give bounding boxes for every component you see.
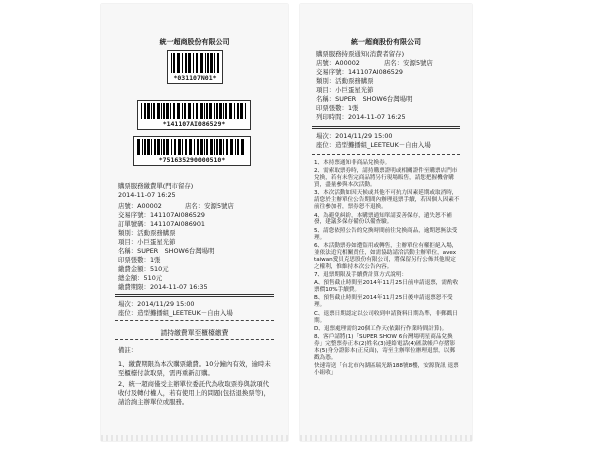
barcode-bar	[237, 103, 239, 119]
barcode-bar	[234, 103, 235, 119]
barcode-bar	[206, 139, 208, 155]
barcode-bar	[147, 103, 150, 119]
store-name: 店名：安源5號店	[384, 59, 433, 67]
barcode-bar	[193, 103, 194, 119]
note-item: 快速寄送「台北市內湖區瑞光路188號8樓，安源資訊 退票小組收」	[314, 363, 459, 377]
barcode-bar	[216, 139, 218, 155]
store-name: 店名：安源5號店	[185, 202, 234, 210]
barcode-bar	[210, 53, 213, 73]
barcode-bar	[174, 139, 176, 155]
barcode-bar	[151, 139, 152, 155]
print-count: 印票張數：1張	[316, 104, 359, 112]
divider	[115, 294, 274, 297]
barcode-bar	[171, 139, 172, 155]
barcode-bar	[206, 103, 208, 119]
notice-title: 請持繳費單至櫃檯繳費	[160, 329, 229, 337]
event-name: 名稱：SUPER SHOW6台灣場明	[316, 95, 413, 103]
barcode-bar	[144, 103, 146, 119]
note-item: C、退票日期認定以公司收到申請資料日期為準，非郵戳日期。	[314, 310, 458, 324]
barcode-bar	[225, 103, 227, 119]
notes-header: 備註：	[118, 346, 138, 354]
divider	[312, 154, 460, 155]
barcode-bar	[205, 53, 206, 73]
barcode-bar	[240, 103, 243, 119]
payment-slip-store-copy	[101, 4, 288, 441]
barcode-bar	[153, 103, 155, 119]
print-time: 列印時間：2014-11-07 16:25	[316, 113, 406, 121]
barcode-bar	[166, 103, 169, 119]
barcode-bar	[185, 53, 187, 73]
event-name: 名稱：SUPER SHOW6台灣場明	[118, 247, 215, 255]
total-amount: 總金額：510元	[118, 274, 163, 282]
category: 類別：活動票務購票	[316, 77, 374, 85]
note-item: 7、退票期限及手續費計算方式說明：	[314, 271, 408, 278]
note-item: D、退票處理需約20個工作天(依銀行作業時間計算)。	[314, 325, 448, 332]
barcode-bar	[177, 103, 180, 119]
barcode-bar	[209, 103, 212, 119]
barcode-bar	[182, 139, 183, 155]
note-item: 1、本持票通知非商品兌換券。	[314, 160, 391, 166]
barcode-bar	[157, 139, 160, 155]
barcode-bar	[193, 53, 194, 73]
barcode-bar	[166, 139, 169, 155]
barcode-bar	[141, 103, 142, 119]
barcode-bar	[245, 103, 246, 119]
slip-title: 購票服務繳費單(門市留存)	[118, 182, 194, 190]
barcode-bar	[210, 139, 213, 155]
barcode-bar	[161, 103, 162, 119]
barcode-bar	[188, 103, 191, 119]
datetime: 2014-11-07 16:25	[118, 191, 176, 199]
category: 類別：活動票務購票	[118, 229, 176, 237]
company-name: 統一超商股份有限公司	[159, 38, 230, 46]
barcode-bar	[235, 139, 236, 155]
item: 項目：小巨蛋星光節	[316, 86, 374, 94]
note-item: 3、本次活動如因天候或其他不可抗力因素延期或取消時，請您於主辦單位公告期間內辦理退票手續，若因個人因素不前往參加者，票券恕不退換。	[314, 190, 460, 211]
barcode-bar	[173, 53, 175, 73]
barcode-bar	[178, 139, 181, 155]
barcode-bar	[173, 103, 175, 119]
barcode-bar	[223, 139, 224, 155]
barcode-bar	[163, 103, 165, 119]
barcode-bar	[237, 139, 239, 155]
barcode-bar	[207, 53, 209, 73]
store-code: 店號：A00002	[118, 202, 162, 210]
barcode-bar	[147, 139, 150, 155]
note-item: A、預售截止時間至2014年11月25日前申請退票，需酌收票價10%手續費。	[314, 280, 459, 294]
barcode-bar	[214, 53, 215, 73]
print-count: 印票張數：1張	[118, 256, 161, 264]
barcode-bar	[219, 139, 222, 155]
barcode-bar	[144, 139, 146, 155]
barcode-bar	[184, 103, 186, 119]
barcode-bar	[142, 139, 143, 155]
pay-deadline: 繳費期限：2014-11-07 16:35	[118, 283, 208, 291]
ticket-notice-customer-copy	[300, 4, 472, 441]
barcode-bar	[204, 139, 205, 155]
note-1: 1、繳費期限為本次購票繳費。10分鐘內有效，逾時未至櫃檯付款取票，需再重新訂購。	[118, 360, 271, 377]
barcode-bar	[194, 139, 195, 155]
barcode-bar	[200, 103, 203, 119]
seat: 座位：造型攤播組_LEETEUK－自由入場	[316, 141, 431, 149]
barcode-bar	[217, 53, 219, 73]
barcode-bar	[197, 139, 199, 155]
barcode-bar	[223, 103, 224, 119]
notice-title: 購票服務持票通知(消費者留存)	[316, 50, 405, 58]
item: 項目：小巨蛋星光節	[118, 238, 176, 246]
company-name: 統一超商股份有限公司	[351, 38, 421, 46]
barcode-bar	[161, 139, 162, 155]
barcode-2: *141107AI086529*	[137, 100, 251, 130]
order-number: 訂單號碼：141107AI086901	[118, 220, 206, 228]
trade-number: 交易序號：141107AI086529	[118, 211, 206, 219]
barcode-bar	[204, 103, 205, 119]
notes-list	[314, 160, 460, 378]
barcode-bar	[229, 103, 232, 119]
barcode-bar	[241, 139, 244, 155]
barcode-bar	[196, 103, 198, 119]
barcode-bar	[151, 103, 152, 119]
note-item: 2、需索取票券時，請持購票證明或相關證件至購票店門市兌換，若有未售完商品將另行現場販售，請您把握機會購買，盡量參與本次活動。	[314, 168, 458, 189]
seat: 座位：造型攤播組_LEETEUK－自由入場	[118, 309, 233, 317]
barcode-bar	[185, 139, 187, 155]
barcode-bar	[200, 139, 203, 155]
barcode-bar	[226, 139, 228, 155]
note-item: B、預售截止時間至2014年11月25日後申請退票恕不受理。	[314, 295, 453, 309]
barcode-bar	[216, 103, 218, 119]
tear-edge	[300, 435, 472, 441]
divider	[115, 320, 274, 321]
barcode-bar	[189, 139, 192, 155]
divider	[312, 126, 460, 129]
barcode-bar	[196, 53, 198, 73]
barcode-bar	[171, 53, 172, 73]
note-2: 2、統一超商僅受主辦單位委託代為收取票券與款項代收付及轉付權人，若有使用上的問題(包括退換票等)，請洽詢主辦單位或服務。	[118, 380, 270, 406]
barcode-bar	[154, 139, 156, 155]
barcode-bar	[170, 103, 171, 119]
barcode-bar	[137, 139, 140, 155]
barcode-bar	[219, 103, 222, 119]
trade-number: 交易序號：141107AI086529	[316, 68, 404, 76]
note-item: 4、為避免糾紛，本購票通知單請妥善保存，遺失恕不補發，建議多保存備份以備查驗。	[314, 212, 452, 226]
barcode-1: *031107N01*	[167, 50, 223, 84]
show-time: 場次：2014/11/29 15:00	[316, 132, 393, 140]
barcode-bar	[230, 139, 233, 155]
barcode-bar	[182, 53, 183, 73]
pay-amount: 繳費金額：510元	[118, 265, 169, 273]
note-item: 6、本活動票券如遭盜用或轉售，主辦單位有權拒絕入場，並依法追究相關責任，如需協助請洽活動主辦單位，avex taiwan愛貝克思股份有限公司，將保留另行公佈其他規定之權利，惟維持本次公告內容。	[314, 242, 458, 270]
barcode-bar	[200, 53, 203, 73]
barcode-bar	[214, 139, 215, 155]
barcode-bar	[214, 103, 215, 119]
tear-edge	[101, 435, 288, 441]
store-code: 店號：A00002	[316, 59, 360, 67]
note-item: 5、請您依照公告的兌換時間前往兌換商品，逾期恕無法受理。	[314, 227, 458, 241]
barcode-bar	[177, 53, 180, 73]
barcode-bar	[182, 103, 183, 119]
barcode-3: *751635290000510*	[133, 136, 251, 166]
note-item: 8、客戶請將(1)「SUPER SHOW 6台灣場明星商品兌換券」完整票券正本(2)姓名(3)連絡電話(4)匯款帳戶存摺影本(5)身分證影本(正反面)，寄至主辦單位辦理退票，以郵戳為憑。	[314, 334, 456, 361]
barcode-bar	[163, 139, 165, 155]
show-time: 場次：2014/11/29 15:00	[118, 300, 195, 308]
barcode-bar	[188, 53, 191, 73]
barcode-bar	[157, 103, 160, 119]
divider	[115, 339, 274, 340]
